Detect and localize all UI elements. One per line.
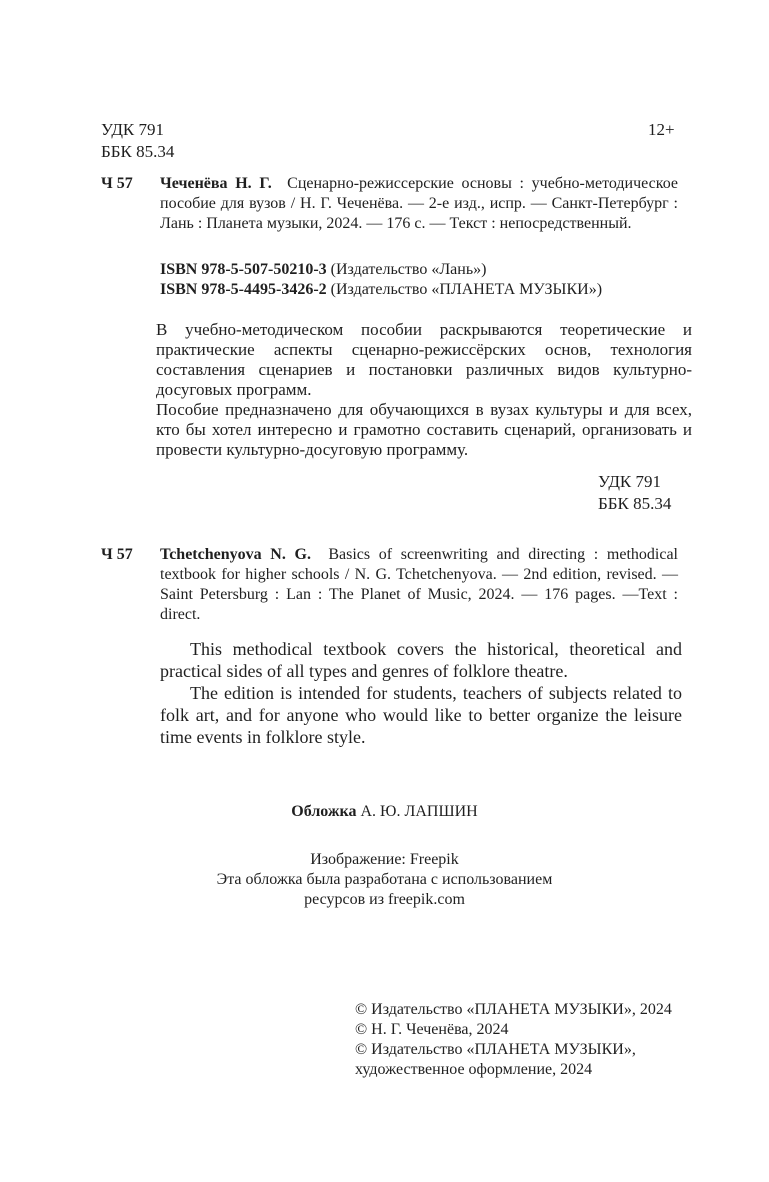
- cover-artist: А. Ю. ЛАПШИН: [360, 803, 478, 820]
- header-bbk: ББК 85.34: [101, 142, 175, 161]
- en-record-text: [160, 545, 678, 625]
- image-credit-line: ресурсов из freepik.com: [304, 891, 465, 908]
- en-abstract: [160, 638, 682, 748]
- ru-author: Чеченёва Н. Г.: [160, 175, 272, 192]
- isbn-list: [160, 260, 680, 300]
- isbn-number: ISBN 978-5-507-50210-3: [160, 261, 327, 278]
- ru-record-text: [160, 174, 678, 234]
- copyright-line: © Издательство «ПЛАНЕТА МУЗЫКИ», 2024: [355, 1001, 672, 1018]
- isbn-line: [160, 280, 680, 300]
- isbn-publisher: (Издательство «ПЛАНЕТА МУЗЫКИ»): [330, 281, 603, 298]
- isbn-number: ISBN 978-5-4495-3426-2: [160, 281, 327, 298]
- ru-abstract-bbk: ББК 85.34: [598, 494, 672, 513]
- image-credit-line: Эта обложка была разработана с использованием: [216, 871, 553, 888]
- cover-credit: [0, 802, 769, 822]
- en-author: Tchetchenyova N. G.: [160, 546, 311, 563]
- header-udk: УДК 791: [101, 120, 165, 139]
- copyright-line: художественное оформление, 2024: [355, 1061, 593, 1078]
- image-credit: [0, 850, 769, 910]
- ru-abstract-udk: УДК 791: [598, 472, 662, 491]
- ru-description: Сценарно-режиссерские основы : учебно-методическое пособие для вузов / Н. Г. Чеченёва. — 2-е изд., испр. — Санкт-Петербург : Лань : Планета музыки, 2024. — 176 с. — Текст : непосредственный.: [160, 175, 679, 232]
- isbn-publisher: (Издательство «Лань»): [330, 261, 487, 278]
- isbn-line: [160, 260, 680, 280]
- ru-abstract: [156, 320, 692, 460]
- cover-label: Обложка: [291, 803, 357, 820]
- age-rating: 12+: [648, 120, 675, 139]
- copyright-line: © Н. Г. Чеченёва, 2024: [355, 1021, 509, 1038]
- en-description: Basics of screenwriting and directing : methodical textbook for higher schools / N. G. Tchetchenyova. — 2nd edition, revised. — Saint Petersburg : Lan : The Planet of Music, 2024. — 176 pages. —Text : direct.: [160, 546, 678, 623]
- ru-abstract-p2: Пособие предназначено для обучающихся в вузах культуры и для всех, кто бы хотел интересно и грамотно составить сценарий, организовать и провести культурно-досуговую программу.: [156, 400, 692, 459]
- en-abstract-p2: The edition is intended for students, teachers of subjects related to folk art, and for anyone who would like to better organize the leisure time events in folklore style.: [160, 683, 682, 747]
- copyright-line: © Издательство «ПЛАНЕТА МУЗЫКИ»,: [355, 1041, 636, 1058]
- en-shelf-code: Ч 57: [101, 546, 133, 563]
- en-abstract-p1: This methodical textbook covers the historical, theoretical and practical sides of all types and genres of folklore theatre.: [160, 639, 682, 681]
- image-credit-line: Изображение: Freepik: [310, 851, 459, 868]
- ru-abstract-p1: В учебно-методическом пособии раскрываются теоретические и практические аспекты сценарно-режиссёрских основ, технология составления сценариев и постановки различных видов культурно-досуговых программ.: [156, 320, 692, 399]
- ru-shelf-code: Ч 57: [101, 175, 133, 192]
- copyright-block: [355, 1000, 672, 1080]
